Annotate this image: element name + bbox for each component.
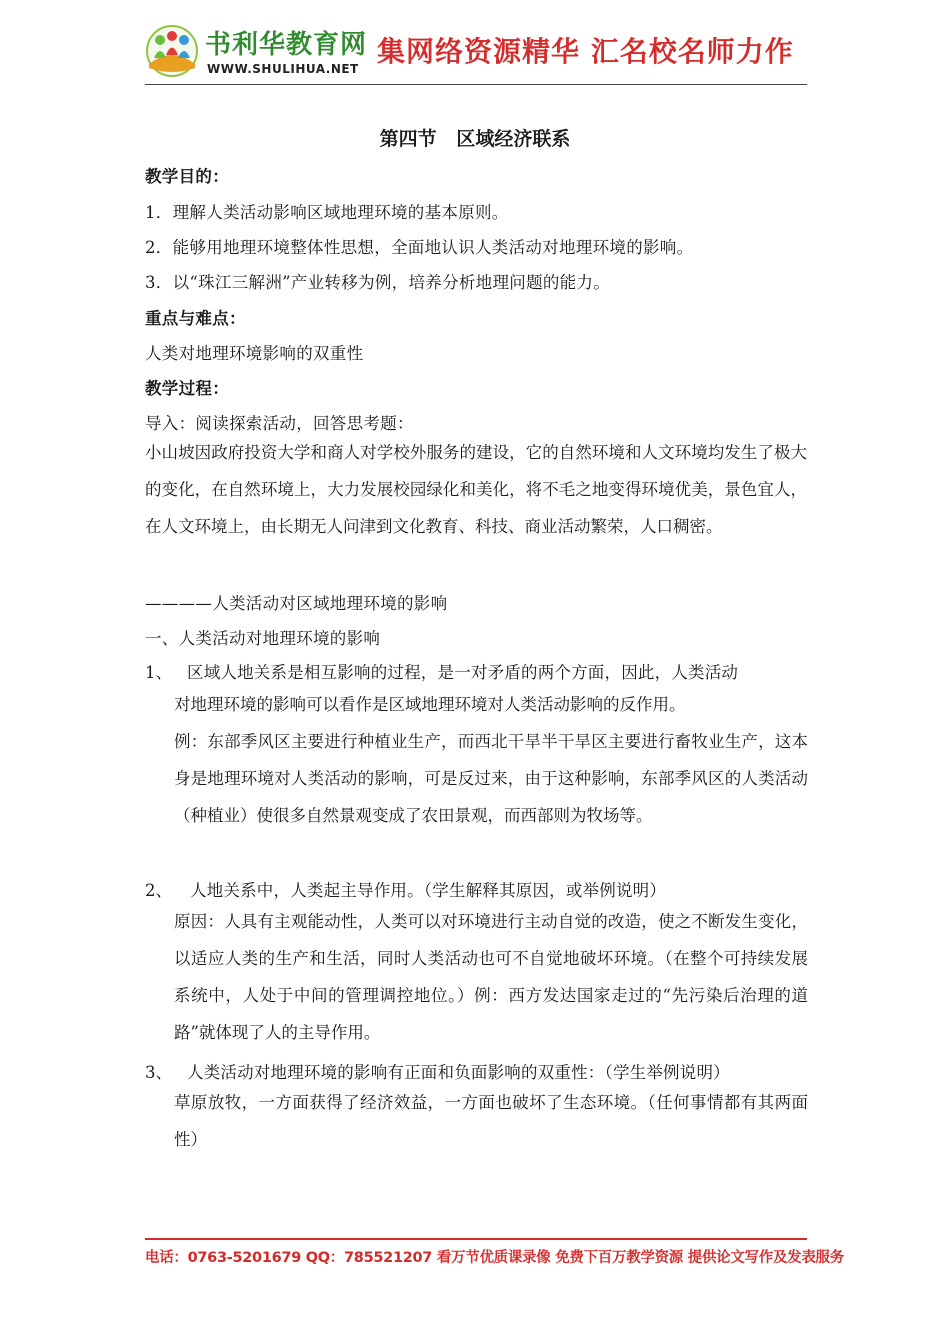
item-number: 3、	[145, 1063, 172, 1082]
intro-line: 导入：阅读探索活动，回答思考题：	[145, 414, 414, 433]
footer-divider	[145, 1238, 807, 1240]
item-detail: 草原放牧，一方面获得了经济效益，一方面也破坏了生态环境。（任何事情都有其两面性）	[174, 1093, 808, 1149]
item-text: 对地理环境的影响可以看作是区域地理环境对人类活动影响的反作用。	[174, 695, 686, 714]
footer-contact: 电话：0763-5201679 QQ：785521207 看万节优质课录像 免费下百万教学资源 提供论文写作及发表服务	[145, 1250, 844, 1266]
shulihua-logo-icon	[145, 24, 199, 78]
objective-item: 2．能够用地理环境整体性思想，全面地认识人类活动对地理环境的影响。	[145, 238, 694, 257]
header-slogan: 集网络资源精华 汇名校名师力作	[377, 35, 794, 68]
intro-paragraph: 小山坡因政府投资大学和商人对学校外服务的建设，它的自然环境和人文环境均发生了极大的变化，在自然环境上，大力发展校园绿化和美化，将不毛之地变得环境优美，景色宜人，在人文环境上，由长期无人问津到文化教育、科技、商业活动繁荣，人口稠密。	[145, 443, 807, 536]
process-heading: 教学过程：	[145, 379, 229, 398]
item-number: 1、	[145, 663, 172, 682]
objectives-heading: 教学目的：	[145, 167, 229, 186]
item-first-line: 区域人地关系是相互影响的过程，是一对矛盾的两个方面，因此，人类活动	[187, 663, 739, 682]
keypoints-heading: 重点与难点：	[145, 309, 246, 328]
keypoints-text: 人类对地理环境影响的双重性	[145, 344, 364, 363]
page-title: 第四节 区域经济联系	[379, 128, 571, 150]
section-divider: ————人类活动对区域地理环境的影响	[145, 594, 448, 613]
site-header	[145, 18, 807, 84]
item-first-line: 人类活动对地理环境的影响有正面和负面影响的双重性：（学生举例说明）	[187, 1063, 730, 1082]
item-detail: 原因：人具有主观能动性，人类可以对环境进行主动自觉的改造，使之不断发生变化，以适应人类的生产和生活，同时人类活动也可不自觉地破坏环境。（在整个可持续发展系统中，人处于中间的管理调控地位。）例：西方发达国家走过的“先污染后治理的道路”就体现了人的主导作用。	[174, 912, 808, 1042]
objective-item: 3．以“珠江三解洲”产业转移为例，培养分析地理问题的能力。	[145, 273, 611, 292]
brand-name: 书利华教育网	[205, 30, 368, 60]
header-divider	[145, 84, 807, 85]
brand-url[interactable]: WWW.SHULIHUA.NET	[207, 62, 359, 76]
item-detail: 例：东部季风区主要进行种植业生产，而西北干旱半干旱区主要进行畜牧业生产，这本身是地理环境对人类活动的影响，可是反过来，由于这种影响，东部季风区的人类活动（种植业）使很多自然景观变成了农田景观，而西部则为牧场等。	[174, 732, 808, 825]
section1-heading: 一、人类活动对地理环境的影响	[145, 629, 381, 648]
item-number: 2、	[145, 881, 172, 900]
item-first-line: 人地关系中，人类起主导作用。（学生解释其原因，或举例说明）	[190, 881, 667, 900]
objective-item: 1．理解人类活动影响区域地理环境的基本原则。	[145, 203, 509, 222]
